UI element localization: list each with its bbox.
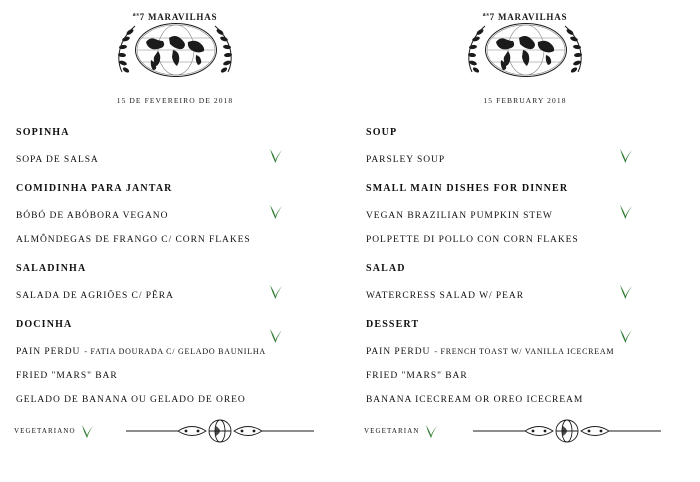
- menu-section: [366, 183, 686, 247]
- logo-block-en: [364, 0, 686, 105]
- menu-item-name: PAIN PERDU: [366, 347, 431, 357]
- menu-item: [366, 149, 686, 167]
- menu-section: [366, 263, 686, 303]
- vegetarian-icon: [618, 147, 634, 165]
- laurel-left-icon-pt: [113, 20, 139, 78]
- laurel-right-icon-pt: [211, 20, 237, 78]
- menu-item-name: SOPA DE SALSA: [16, 155, 99, 165]
- menu-date-en: 15 FEBRUARY 2018: [483, 96, 567, 105]
- menu-item-name: GELADO DE BANANA OU GELADO DE OREO: [16, 395, 246, 405]
- menu-item-name: PAIN PERDU: [16, 347, 81, 357]
- laurel-left-icon-en: [463, 20, 489, 78]
- menu-item: [366, 341, 686, 359]
- ornament-divider: [105, 418, 336, 444]
- vegetarian-icon: [80, 423, 95, 440]
- vegetarian-icon: [424, 423, 439, 440]
- menu-section: [16, 183, 336, 247]
- menu-item: [16, 149, 336, 167]
- menu-item: [16, 229, 336, 247]
- menu-item-name: BÓBÓ DE ABÓBORA VEGANO: [16, 211, 169, 221]
- logo-title-pt: $^{as}$7 MARAVILHAS: [132, 12, 218, 22]
- menu-item-name: PARSLEY SOUP: [366, 155, 446, 165]
- vegetarian-icon: [618, 327, 634, 345]
- vegetarian-icon: [618, 283, 634, 301]
- section-title: SALADINHA: [16, 263, 87, 274]
- legend-footer-pt: [14, 418, 336, 444]
- section-title: DOCINHA: [16, 319, 73, 330]
- legend-footer-en: [364, 418, 686, 444]
- menu-item: [366, 285, 686, 303]
- vegetarian-icon: [268, 283, 284, 301]
- menu-section: [16, 127, 336, 167]
- menu-section: [366, 319, 686, 407]
- menu-date-pt: 15 DE FEVEREIRO DE 2018: [116, 96, 234, 105]
- menu-section: [16, 319, 336, 407]
- menu-item-name: POLPETTE DI POLLO CON CORN FLAKES: [366, 235, 579, 245]
- laurel-right-icon-en: [561, 20, 587, 78]
- section-title: COMIDINHA PARA JANTAR: [16, 183, 173, 194]
- logo-title-en: $^{as}$7 MARAVILHAS: [482, 12, 568, 22]
- menu-item-name: ALMÔNDEGAS DE FRANGO C/ CORN FLAKES: [16, 235, 251, 245]
- menu-sections-pt: [14, 127, 336, 407]
- vegetarian-icon: [618, 203, 634, 221]
- menu-item: [16, 341, 336, 359]
- restaurant-logo-pt: [109, 8, 241, 90]
- menu-section: [16, 263, 336, 303]
- menu-item: [16, 205, 336, 223]
- menu-item-name: BANANA ICECREAM OR OREO ICECREAM: [366, 395, 584, 405]
- logo-block-pt: [14, 0, 336, 105]
- restaurant-logo-en: [459, 8, 591, 90]
- menu-item: [366, 205, 686, 223]
- globe-icon-en: [485, 23, 567, 77]
- menu-item-sub: - FATIA DOURADA C/ GELADO BAUNILHA: [84, 347, 266, 356]
- menu-item: [16, 285, 336, 303]
- menu-item: [366, 365, 686, 383]
- menu-item-name: WATERCRESS SALAD W/ PEAR: [366, 291, 525, 301]
- menu-item-name: FRIED "MARS" BAR: [366, 371, 468, 381]
- ornament-divider: [449, 418, 686, 444]
- globe-icon-pt: [135, 23, 217, 77]
- menu-item-name: VEGAN BRAZILIAN PUMPKIN STEW: [366, 211, 553, 221]
- menu-item: [366, 229, 686, 247]
- section-title: SOPINHA: [16, 127, 70, 138]
- menu-section: [366, 127, 686, 167]
- menu-item: [366, 389, 686, 407]
- vegetarian-icon: [268, 147, 284, 165]
- section-title: SALAD: [366, 263, 406, 274]
- menu-item-name: SALADA DE AGRIÕES C/ PÊRA: [16, 291, 174, 301]
- menu-item: [16, 389, 336, 407]
- vegetarian-icon: [268, 327, 284, 345]
- section-title: DESSERT: [366, 319, 420, 330]
- menu-sections-en: [364, 127, 686, 407]
- menu-item: [16, 365, 336, 383]
- menu-item-sub: - FRENCH TOAST W/ VANILLA ICECREAM: [434, 347, 615, 356]
- legend-label: VEGETARIANO: [14, 427, 76, 435]
- menu-column-english: [350, 0, 700, 482]
- vegetarian-icon: [268, 203, 284, 221]
- menu-item-name: FRIED "MARS" BAR: [16, 371, 118, 381]
- section-title: SOUP: [366, 127, 398, 138]
- legend-label: VEGETARIAN: [364, 427, 420, 435]
- section-title: SMALL MAIN DISHES FOR DINNER: [366, 183, 569, 194]
